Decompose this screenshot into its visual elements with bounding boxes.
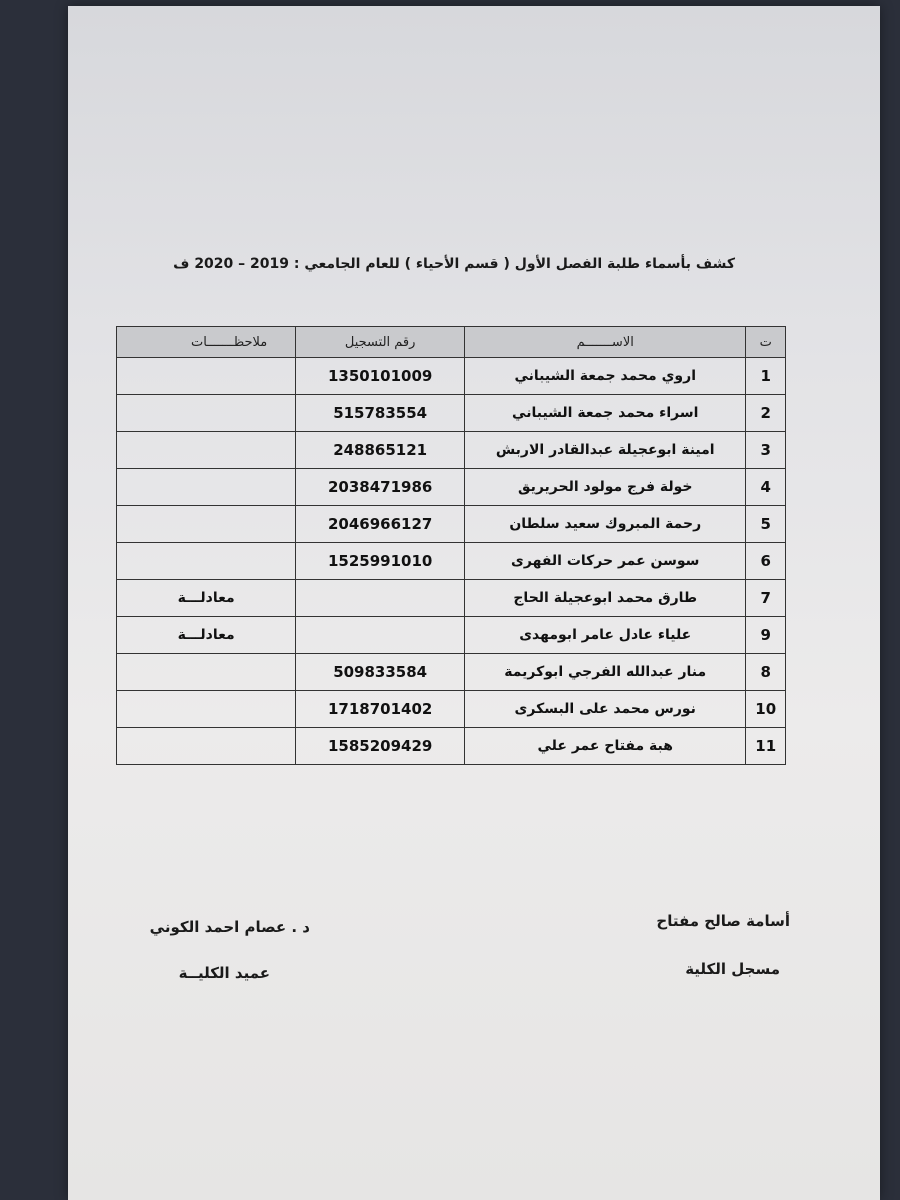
row-seq: 2 <box>746 395 786 432</box>
table-row <box>117 654 786 691</box>
row-notes <box>117 728 296 765</box>
row-name: اسراء محمد جمعة الشيباني <box>465 395 746 432</box>
row-notes <box>117 469 296 506</box>
row-registration: 1718701402 <box>296 691 465 728</box>
table-row <box>117 469 786 506</box>
table-header-row <box>117 327 786 358</box>
table-row <box>117 580 786 617</box>
row-registration <box>296 580 465 617</box>
row-registration: 1585209429 <box>296 728 465 765</box>
header-notes: ملاحظـــــــات <box>117 327 296 358</box>
table-row <box>117 617 786 654</box>
row-notes <box>117 654 296 691</box>
row-registration: 248865121 <box>296 432 465 469</box>
header-name: الاســـــــم <box>465 327 746 358</box>
row-notes <box>117 358 296 395</box>
row-name: نورس محمد على البسكرى <box>465 691 746 728</box>
row-seq: 10 <box>746 691 786 728</box>
registrar-name: أسامة صالح مفتاح <box>656 912 790 930</box>
row-seq: 9 <box>746 617 786 654</box>
row-name: اروي محمد جمعة الشيباني <box>465 358 746 395</box>
table-row <box>117 358 786 395</box>
table-row <box>117 543 786 580</box>
row-seq: 6 <box>746 543 786 580</box>
header-registration: رقم التسجيل <box>296 327 465 358</box>
table-row <box>117 506 786 543</box>
row-notes: معادلـــة <box>117 580 296 617</box>
row-registration: 509833584 <box>296 654 465 691</box>
dean-title: عميد الكليــة <box>178 964 270 982</box>
row-name: سوسن عمر حركات الفهرى <box>465 543 746 580</box>
students-table <box>116 326 786 765</box>
row-registration: 2046966127 <box>296 506 465 543</box>
row-registration: 2038471986 <box>296 469 465 506</box>
row-registration <box>296 617 465 654</box>
table-row <box>117 432 786 469</box>
row-registration: 515783554 <box>296 395 465 432</box>
row-registration: 1525991010 <box>296 543 465 580</box>
row-seq: 7 <box>746 580 786 617</box>
row-seq: 3 <box>746 432 786 469</box>
row-name: منار عبدالله الفرجي ابوكريمة <box>465 654 746 691</box>
row-name: خولة فرج مولود الحريريق <box>465 469 746 506</box>
table-row <box>117 691 786 728</box>
row-name: رحمة المبروك سعيد سلطان <box>465 506 746 543</box>
row-name: امينة ابوعجيلة عبدالقادر الاربش <box>465 432 746 469</box>
registrar-title: مسجل الكلية <box>685 960 780 978</box>
row-seq: 4 <box>746 469 786 506</box>
row-notes <box>117 691 296 728</box>
row-seq: 8 <box>746 654 786 691</box>
dean-name: د . عصام احمد الكوني <box>149 918 310 936</box>
row-seq: 5 <box>746 506 786 543</box>
row-notes <box>117 432 296 469</box>
table-row <box>117 395 786 432</box>
row-registration: 1350101009 <box>296 358 465 395</box>
row-name: طارق محمد ابوعجيلة الحاج <box>465 580 746 617</box>
header-seq: ت <box>746 327 786 358</box>
row-name: علياء عادل عامر ابومهدى <box>465 617 746 654</box>
row-notes <box>117 506 296 543</box>
table-row <box>117 728 786 765</box>
row-notes <box>117 395 296 432</box>
row-notes: معادلـــة <box>117 617 296 654</box>
document-title: كشف بأسماء طلبة الفصل الأول ( قسم الأحياء ) للعام الجامعي : 2019 – 2020 ف <box>173 256 735 272</box>
row-name: هبة مفتاح عمر علي <box>465 728 746 765</box>
row-notes <box>117 543 296 580</box>
row-seq: 1 <box>746 358 786 395</box>
row-seq: 11 <box>746 728 786 765</box>
